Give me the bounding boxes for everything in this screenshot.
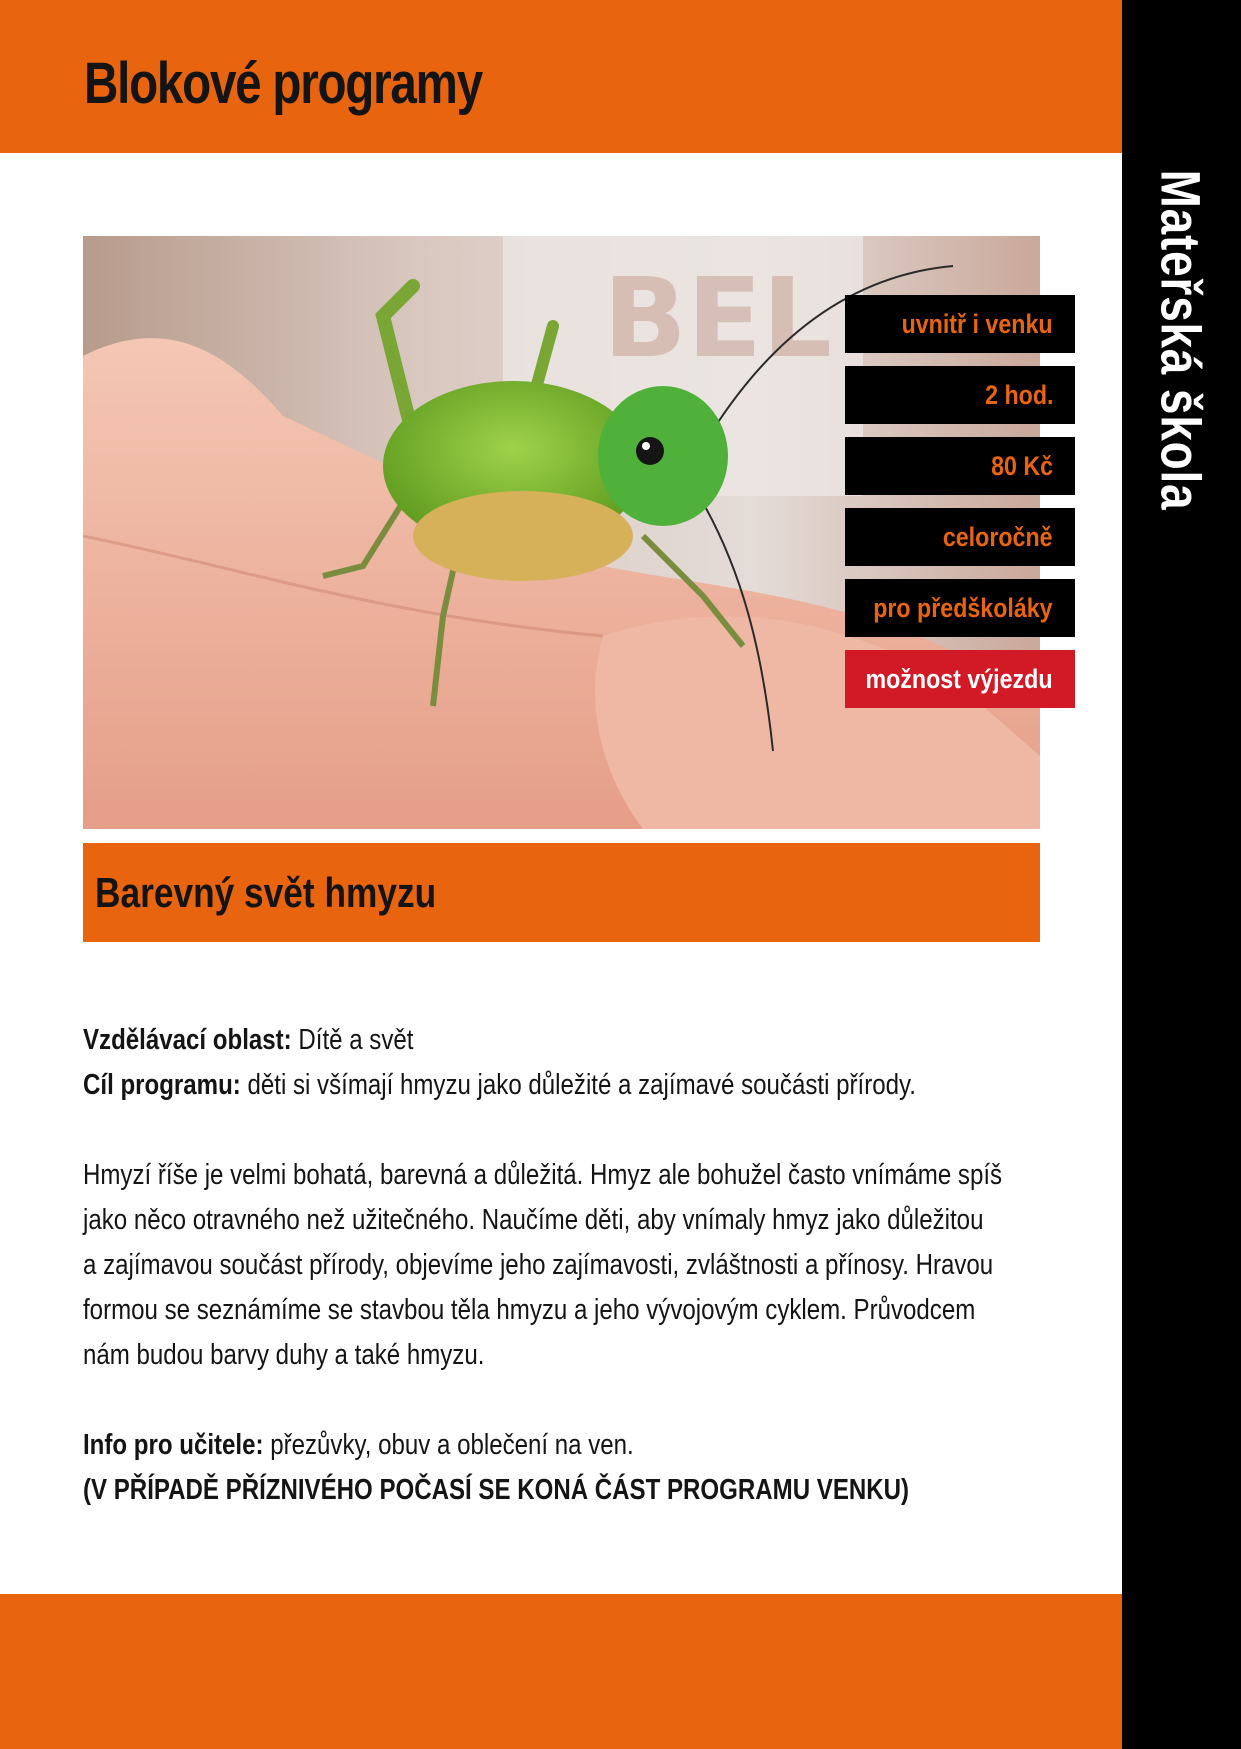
description-line: formou se seznámíme se stavbou těla hmyzu a jeho vývojovým cyklem. Průvodcem <box>83 1294 976 1326</box>
teacher-info: Info pro učitele: přezůvky, obuv a oblečení na ven. <box>83 1429 634 1461</box>
tag-location: uvnitř i venku <box>845 295 1075 353</box>
program-title: Barevný svět hmyzu <box>95 869 437 916</box>
tag-season: celoročně <box>845 508 1075 566</box>
tag-duration: 2 hod. <box>845 366 1075 424</box>
page-title: Blokové programy <box>84 51 482 116</box>
program-description <box>83 1018 1183 1513</box>
program-goal: Cíl programu: děti si všímají hmyzu jako důležité a zajímavé součásti přírody. <box>83 1069 916 1101</box>
description-line: jako něco otravného než užitečného. Naučíme děti, aby vnímaly hmyz jako důležitou <box>83 1204 984 1236</box>
side-label: Mateřská škola <box>1149 169 1213 511</box>
tag-price: 80 Kč <box>845 437 1075 495</box>
weather-note: (V PŘÍPADĚ PŘÍZNIVÉHO POČASÍ SE KONÁ ČÁST PROGRAMU VENKU) <box>83 1474 910 1506</box>
program-title-bar <box>83 843 1040 942</box>
tag-audience: pro předškoláky <box>845 579 1075 637</box>
footer-band <box>0 1594 1122 1749</box>
description-line: a zajímavou součást přírody, objevíme jeho zajímavosti, zvláštnosti a přínosy. Hravou <box>83 1249 994 1281</box>
svg-text:BEL: BEL <box>603 254 833 382</box>
header-band <box>0 0 1122 153</box>
tag-travel-option: možnost výjezdu <box>845 650 1075 708</box>
education-area: Vzdělávací oblast: Dítě a svět <box>83 1024 414 1056</box>
description-line: Hmyzí říše je velmi bohatá, barevná a důležitá. Hmyz ale bohužel často vnímáme spíš <box>83 1159 1003 1191</box>
description-line: nám budou barvy duhy a také hmyzu. <box>83 1339 485 1371</box>
